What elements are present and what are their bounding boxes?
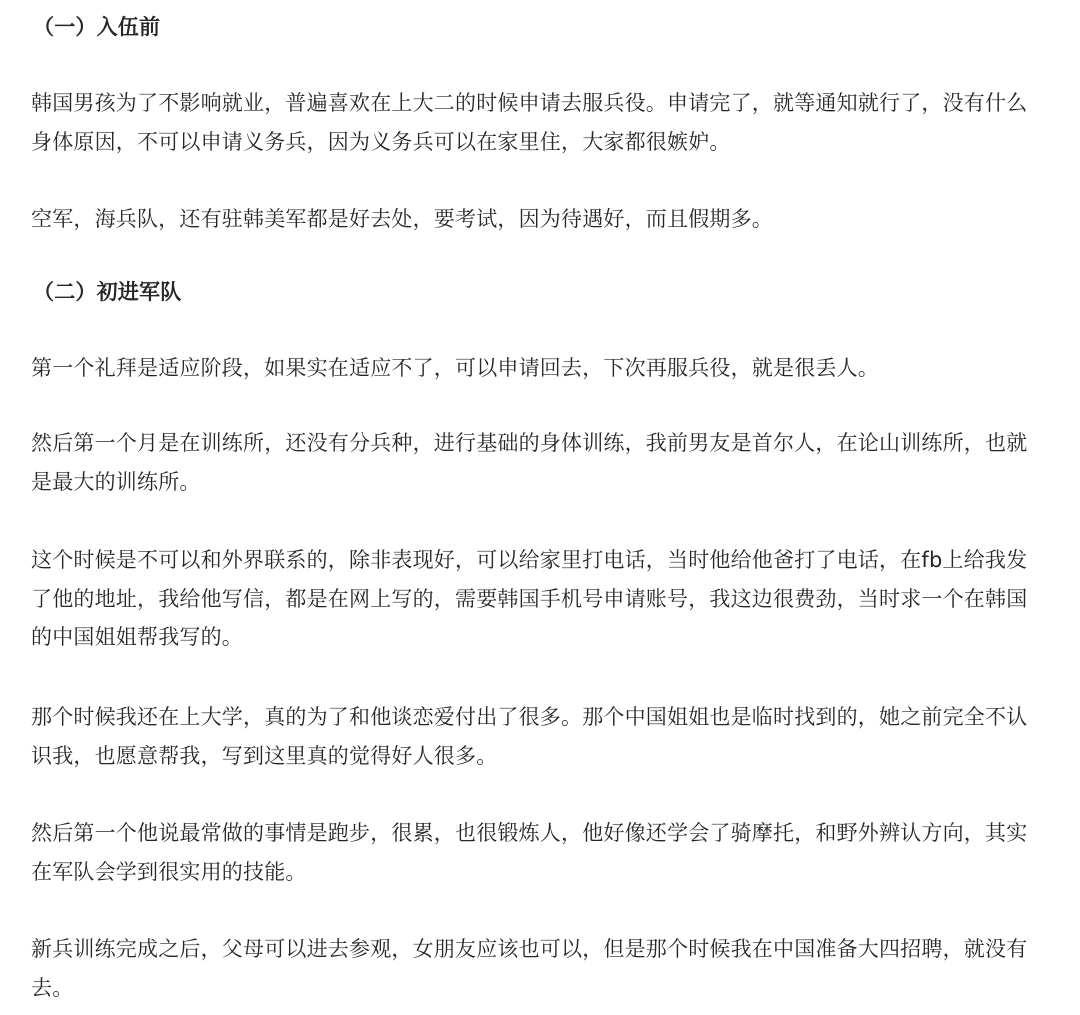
paragraph: 空军，海兵队，还有驻韩美军都是好去处，要考试，因为待遇好，而且假期多。 (31, 207, 773, 231)
paragraph: 韩国男孩为了不影响就业，普遍喜欢在上大二的时候申请去服兵役。申请完了，就等通知就行了，没有什么身体原因，不可以申请义务兵，因为义务兵可以在家里住，大家都很嫉妒。 (31, 91, 1028, 154)
paragraph: 第一个礼拜是适应阶段，如果实在适应不了，可以申请回去，下次再服兵役，就是很丢人。 (31, 356, 879, 380)
paragraph: 这个时候是不可以和外界联系的，除非表现好，可以给家里打电话，当时他给他爸打了电话，在fb上给我发了他的地址，我给他写信，都是在网上写的，需要韩国手机号申请账号，我这边很费劲，当时求一个在韩国的中国姐姐帮我写的。 (31, 548, 1028, 649)
paragraph: 新兵训练完成之后，父母可以进去参观，女朋友应该也可以，但是那个时候我在中国准备大四招聘，就没有去。 (31, 937, 1028, 1000)
paragraph: 然后第一个月是在训练所，还没有分兵种，进行基础的身体训练，我前男友是首尔人，在论山训练所，也就是最大的训练所。 (31, 431, 1028, 494)
paragraph: 然后第一个他说最常做的事情是跑步，很累，也很锻炼人，他好像还学会了骑摩托，和野外辨认方向，其实在军队会学到很实用的技能。 (31, 821, 1028, 884)
section-heading-1: （一）入伍前 (33, 15, 161, 39)
paragraph: 那个时候我还在上大学，真的为了和他谈恋爱付出了很多。那个中国姐姐也是临时找到的，她之前完全不认识我，也愿意帮我，写到这里真的觉得好人很多。 (31, 705, 1028, 768)
section-heading-2: （二）初进军队 (33, 280, 182, 304)
